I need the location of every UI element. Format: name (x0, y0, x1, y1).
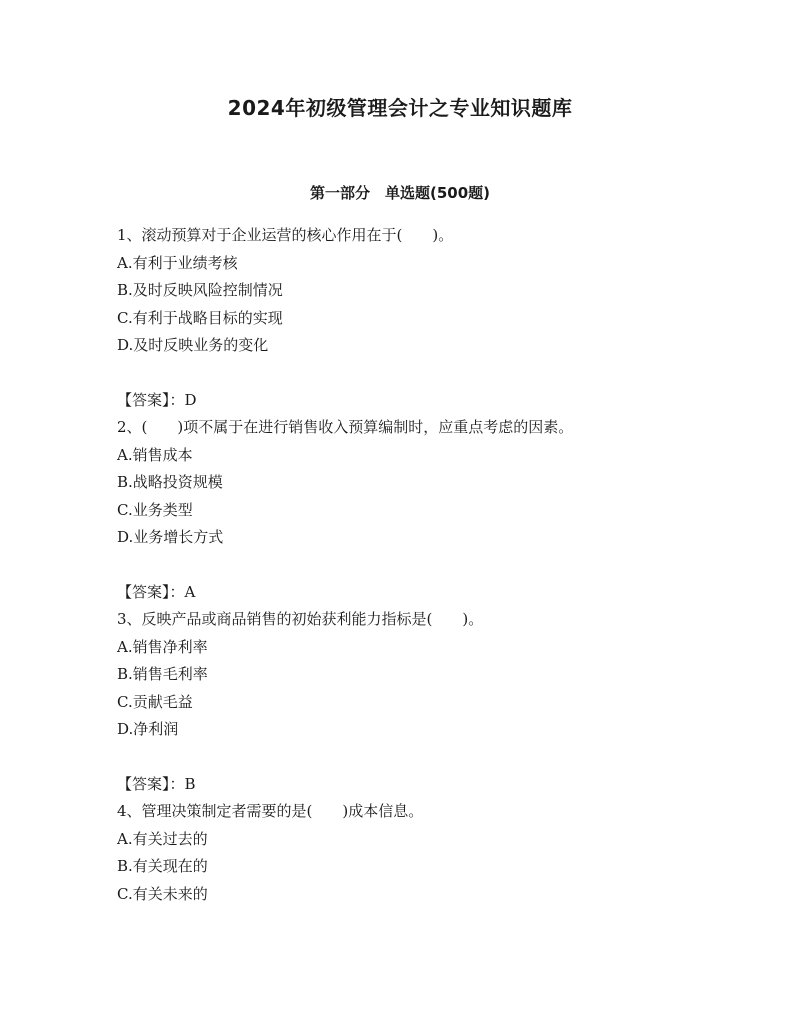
question-stem: 3、反映产品或商品销售的初始获利能力指标是( )。 (117, 610, 484, 628)
answer-value: ：A (169, 582, 196, 601)
question-stem: 1、滚动预算对于企业运营的核心作用在于( )。 (117, 226, 454, 244)
option-d: D.业务增长方式 (117, 528, 224, 546)
question-list (117, 222, 777, 908)
option-a: A.销售成本 (117, 445, 193, 464)
answer-value: ：D (169, 390, 197, 409)
option-d: D.净利润 (117, 720, 179, 738)
question-2 (117, 414, 777, 606)
option-c: C.贡献毛益 (117, 692, 193, 711)
question-1 (117, 222, 777, 414)
question-stem: 4、管理决策制定者需要的是( )成本信息。 (117, 802, 424, 820)
option-c: C.有关未来的 (117, 884, 208, 903)
option-b: B.战略投资规模 (117, 473, 223, 491)
answer-line (117, 387, 777, 415)
option-a: A.销售净利率 (117, 637, 208, 656)
answer-label: 【答案】 (117, 582, 170, 601)
answer-line (117, 579, 777, 607)
option-a: A.有关过去的 (117, 829, 208, 848)
option-c: C.业务类型 (117, 500, 193, 519)
question-4 (117, 798, 777, 908)
answer-line (117, 771, 777, 799)
option-b: B.销售毛利率 (117, 665, 208, 683)
option-b: B.有关现在的 (117, 857, 208, 875)
document-title: 2024年初级管理会计之专业知识题库 (227, 96, 573, 120)
question-stem: 2、( )项不属于在进行销售收入预算编制时，应重点考虑的因素。 (117, 418, 574, 436)
question-3 (117, 606, 777, 798)
option-b: B.及时反映风险控制情况 (117, 281, 283, 299)
section-heading: 第一部分 单选题(500题) (309, 184, 491, 202)
option-c: C.有利于战略目标的实现 (117, 308, 283, 327)
answer-value: ：B (169, 774, 196, 793)
option-a: A.有利于业绩考核 (117, 253, 238, 272)
option-d: D.及时反映业务的变化 (117, 336, 269, 354)
answer-label: 【答案】 (117, 774, 170, 793)
answer-label: 【答案】 (117, 390, 170, 409)
